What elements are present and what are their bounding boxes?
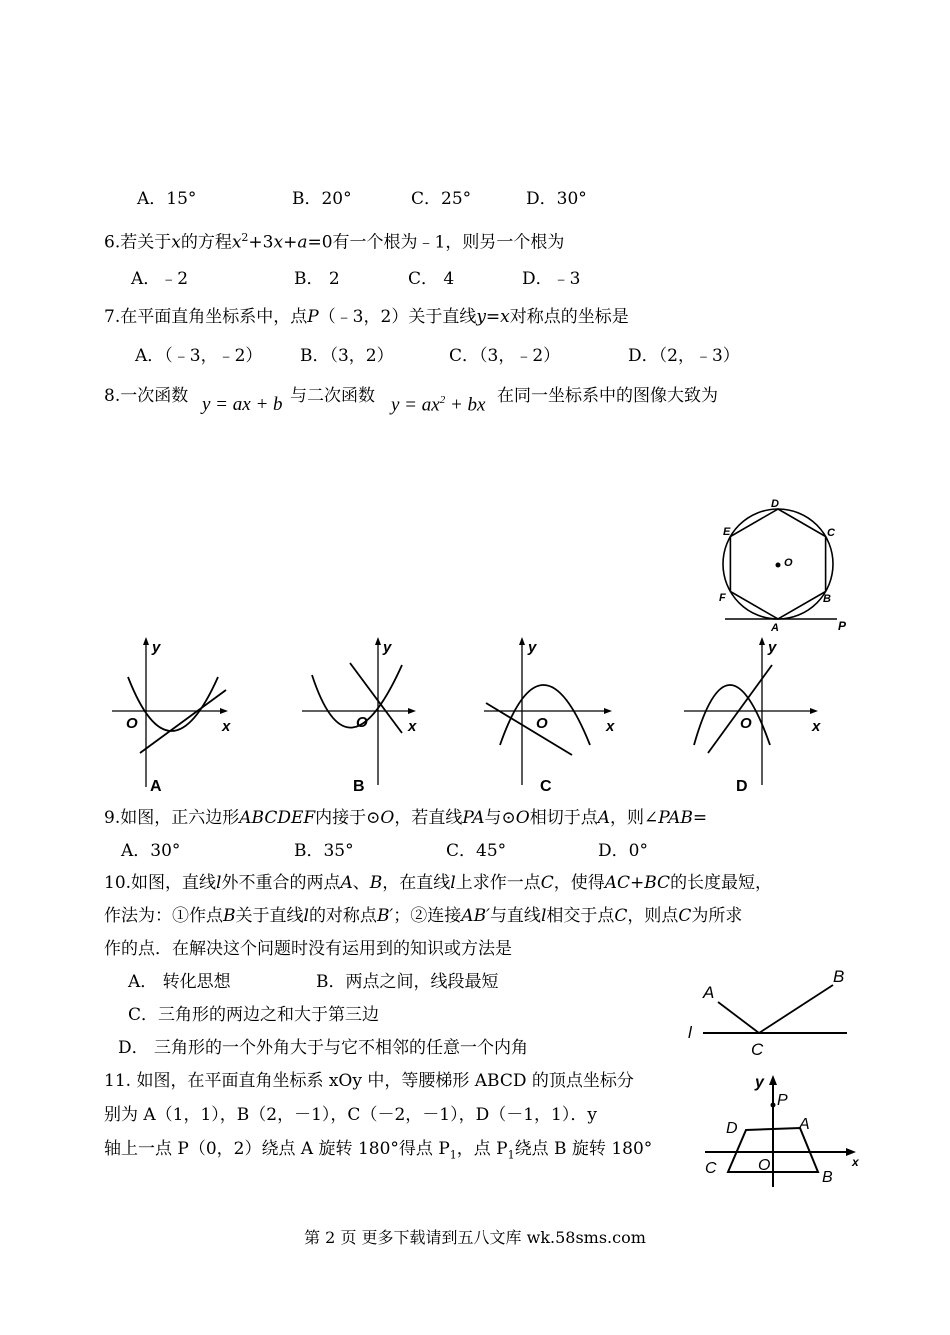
q9-stem: 9.如图，正六边形ABCDEF内接于⊙O，若直线PA与⊙O相切于点A，则∠PAB= — [104, 808, 708, 828]
svg-text:y: y — [755, 1074, 764, 1091]
label-vertex-f: F — [719, 592, 726, 604]
label-vertex-d: D — [771, 498, 779, 510]
parabola — [694, 685, 770, 745]
q9-option-c: C．45° — [446, 841, 507, 861]
segment-ac — [718, 1002, 759, 1033]
label-vertex-c: C — [827, 527, 835, 539]
svg-text:y: y — [383, 639, 392, 656]
q11-stem-line1: 11. 如图，在平面直角坐标系 xOy 中，等腰梯形 ABCD 的顶点坐标分 — [104, 1071, 634, 1091]
q10-stem-line1: 10.如图，直线l外不重合的两点A、B，在直线l上求作一点C，使得AC+BC的长度最短， — [104, 873, 773, 893]
svg-text:y: y — [528, 639, 537, 656]
svg-text:y: y — [152, 639, 161, 656]
q7-option-d: D．（2，﹣3） — [628, 346, 740, 366]
q6-stem: 6.若关于x的方程$x^2+3x+a=0$有一个根为﹣1，则另一个根为 — [104, 231, 565, 253]
q10-stem-line2: 作法为：①作点B关于直线l的对称点B′；②连接AB′与直线l相交于点C，则点C为所求 — [104, 906, 743, 926]
label-vertex-b: B — [823, 593, 831, 605]
q10-stem-line3: 作的点．在解决这个问题时没有运用到的知识或方法是 — [104, 939, 512, 959]
q5-option-b: B．20° — [292, 189, 352, 209]
graph-d — [680, 635, 830, 795]
svg-text:x: x — [606, 718, 615, 735]
svg-text:x: x — [222, 718, 231, 735]
segment-cb — [759, 985, 833, 1033]
svg-text:x: x — [852, 1155, 859, 1169]
q8-stem-a: 8.一次函数 — [104, 386, 189, 406]
svg-text:y: y — [768, 639, 777, 656]
label-vertex-e: E — [723, 526, 731, 538]
graph-c — [480, 635, 620, 795]
label-tangent-p: P — [838, 619, 847, 633]
hexagon-figure — [715, 495, 855, 640]
graph-a — [110, 635, 240, 795]
svg-text:x: x — [812, 718, 821, 735]
graph-d-label: D — [736, 778, 748, 795]
graph-c-label: C — [540, 778, 552, 795]
svg-text:C: C — [751, 1040, 764, 1059]
svg-text:O: O — [126, 715, 138, 732]
q10-option-a: A． 转化思想 — [128, 972, 231, 992]
q6-option-d: D．﹣3 — [522, 269, 581, 289]
q5-option-d: D．30° — [526, 189, 587, 209]
svg-text:B: B — [822, 1169, 833, 1186]
svg-text:A: A — [703, 983, 715, 1002]
q8-stem-c: 在同一坐标系中的图像大致为 — [497, 386, 718, 406]
graph-a-label: A — [150, 778, 162, 795]
svg-text:A: A — [799, 1116, 810, 1133]
q5-option-a: A．15° — [137, 189, 197, 209]
q10-option-c: C．三角形的两边之和大于第三边 — [128, 1005, 380, 1025]
label-center: O — [784, 557, 793, 569]
svg-text:D: D — [726, 1120, 738, 1137]
q9-option-b: B．35° — [294, 841, 354, 861]
svg-text:B: B — [833, 967, 845, 986]
svg-text:O: O — [758, 1157, 771, 1174]
q9-option-a: A．30° — [121, 841, 181, 861]
q5-option-c: C．25° — [411, 189, 472, 209]
q9-option-d: D．0° — [598, 841, 648, 861]
q7-option-c: C．（3，﹣2） — [449, 346, 561, 366]
q7-option-b: B．（3，2） — [300, 346, 394, 366]
point-p — [771, 1103, 776, 1108]
svg-text:x: x — [408, 718, 417, 735]
svg-text:l: l — [688, 1023, 692, 1042]
q6-option-a: A．﹣2 — [131, 269, 189, 289]
q11-stem-line3: 轴上一点 P（0，2）绕点 A 旋转 180°得点 $P_1$，点 $P_1$绕点 B 旋转 180° — [104, 1139, 653, 1162]
svg-text:C: C — [705, 1160, 717, 1177]
q10-figure — [685, 960, 855, 1060]
svg-text:O: O — [740, 715, 752, 732]
graph-b-label: B — [353, 778, 365, 795]
q7-stem: 7.在平面直角坐标系中，点P（﹣3，2）关于直线y=x对称点的坐标是 — [104, 307, 629, 327]
q10-option-d: D． 三角形的一个外角大于与它不相邻的任意一个内角 — [118, 1038, 529, 1058]
q7-option-a: A．（﹣3，﹣2） — [135, 346, 263, 366]
svg-text:P: P — [777, 1092, 788, 1109]
q6-option-b: B． 2 — [294, 269, 340, 289]
q6-option-c: C． 4 — [408, 269, 455, 289]
q8-quadratic-equation: $y = ax^2$ + bx — [391, 394, 486, 416]
svg-text:O: O — [356, 714, 368, 731]
parabola — [128, 677, 218, 731]
svg-text:O: O — [536, 715, 548, 732]
q8-stem-b: 与二次函数 — [290, 386, 375, 406]
q8-linear-equation: y = ax + b — [202, 394, 283, 415]
page-footer: 第 2 页 更多下载请到五八文库 wk.58sms.com — [304, 1228, 646, 1247]
label-vertex-a: A — [771, 622, 779, 634]
q11-figure — [700, 1065, 865, 1190]
graph-b — [298, 635, 428, 795]
center-point — [776, 563, 781, 568]
q10-option-b: B．两点之间，线段最短 — [316, 972, 499, 992]
q11-stem-line2: 别为 A（1，1），B（2，－1），C（－2，－1），D（－1，1）．y — [104, 1105, 597, 1125]
